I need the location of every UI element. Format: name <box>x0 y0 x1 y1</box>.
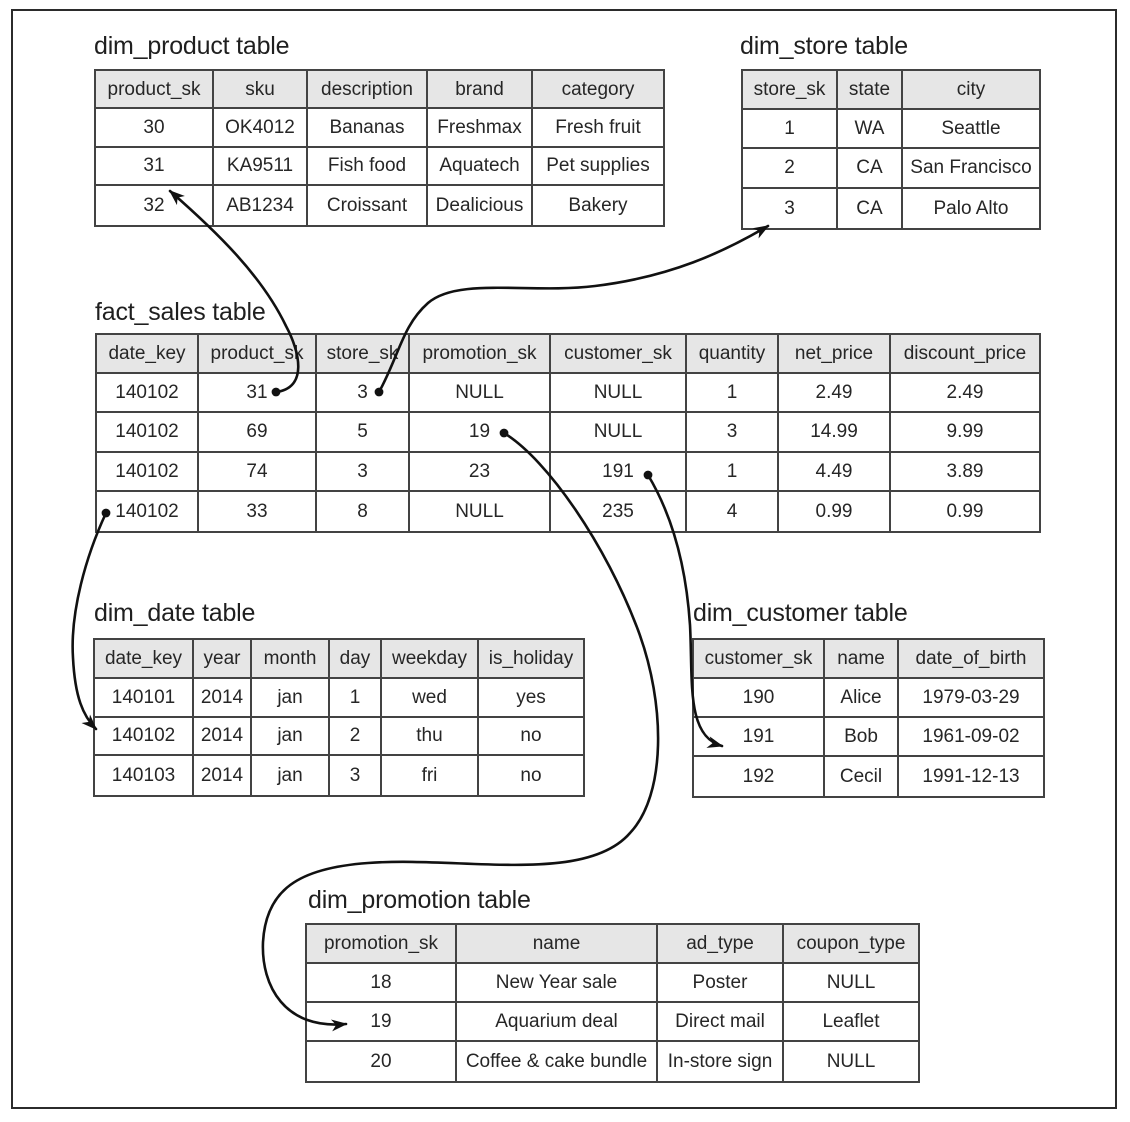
table-cell: Fish food <box>308 148 428 187</box>
table-cell: NULL <box>784 964 918 1003</box>
table-cell: 2 <box>743 149 838 188</box>
table-cell: wed <box>382 679 479 718</box>
column-header: description <box>308 71 428 109</box>
table-cell: Poster <box>658 964 784 1003</box>
column-header: promotion_sk <box>410 335 551 374</box>
column-header: date_key <box>97 335 199 374</box>
column-header: customer_sk <box>551 335 687 374</box>
table-cell: 1 <box>743 110 838 149</box>
table-cell: 140102 <box>97 374 199 413</box>
table-cell: Bob <box>825 718 899 757</box>
column-header: day <box>330 640 382 679</box>
table-cell: OK4012 <box>214 109 308 148</box>
table-cell: 192 <box>694 757 825 796</box>
column-header: month <box>252 640 330 679</box>
table-cell: 3 <box>687 413 779 452</box>
column-header: product_sk <box>96 71 214 109</box>
table-cell: Fresh fruit <box>533 109 663 148</box>
table-cell: 3.89 <box>891 453 1039 492</box>
table-cell: no <box>520 765 542 787</box>
table-cell: 140102 <box>97 413 199 452</box>
table-cell: 8 <box>317 492 410 531</box>
column-header: net_price <box>779 335 891 374</box>
column-header: discount_price <box>891 335 1039 374</box>
column-header: product_sk <box>199 335 317 374</box>
table-cell: Palo Alto <box>933 197 1009 219</box>
column-header: name <box>825 640 899 679</box>
table-cell: 190 <box>694 679 825 718</box>
column-header: customer_sk <box>694 640 825 679</box>
table-cell: 191 <box>551 453 687 492</box>
column-header: name <box>457 925 658 964</box>
table-cell: CA <box>838 189 903 228</box>
table-cell: San Francisco <box>903 149 1039 188</box>
table-cell: 32 <box>96 186 214 225</box>
table-cell: Aquatech <box>428 148 533 187</box>
table-cell: 33 <box>199 492 317 531</box>
dim-promotion-table-title: dim_promotion table <box>308 886 531 914</box>
column-header: city <box>903 71 1039 110</box>
table-cell: jan <box>252 718 330 757</box>
table-cell: 31 <box>96 148 214 187</box>
fact-sales-table <box>95 333 1041 533</box>
table-cell: 9.99 <box>891 413 1039 452</box>
column-header: weekday <box>382 640 479 679</box>
dim-product-table <box>94 69 665 227</box>
table-cell: 1 <box>687 453 779 492</box>
dim-product-table-title: dim_product table <box>94 32 290 60</box>
column-header: category <box>533 71 663 109</box>
table-cell: jan <box>252 756 330 795</box>
table-cell: 1991-12-13 <box>922 766 1020 787</box>
table-cell: NULL <box>551 413 687 452</box>
dim-customer-table-title: dim_customer table <box>693 599 908 627</box>
table-cell: 2014 <box>194 718 252 757</box>
table-cell: Leaflet <box>784 1003 918 1042</box>
table-cell: 4.49 <box>779 453 891 492</box>
table-cell: 18 <box>307 964 457 1003</box>
column-header: date_of_birth <box>899 640 1043 679</box>
table-cell: yes <box>479 679 583 718</box>
table-cell: Bananas <box>308 109 428 148</box>
column-header: brand <box>428 71 533 109</box>
table-cell: 191 <box>694 718 825 757</box>
table-cell: 140102 <box>97 453 199 492</box>
table-cell: NULL <box>551 374 687 413</box>
table-cell: 140101 <box>95 679 194 718</box>
table-cell: 1961-09-02 <box>899 718 1043 757</box>
table-cell: 0.99 <box>946 500 984 522</box>
table-cell: NULL <box>410 492 551 531</box>
table-cell: no <box>479 718 583 757</box>
table-cell: 2.49 <box>891 374 1039 413</box>
table-cell: fri <box>382 756 479 795</box>
table-cell: 2.49 <box>779 374 891 413</box>
column-header: state <box>838 71 903 110</box>
table-cell: Croissant <box>308 186 428 225</box>
column-header: promotion_sk <box>307 925 457 964</box>
table-cell: 1979-03-29 <box>899 679 1043 718</box>
column-header: store_sk <box>317 335 410 374</box>
table-cell: NULL <box>826 1051 876 1072</box>
table-cell: 2 <box>330 718 382 757</box>
table-cell: 20 <box>307 1042 457 1081</box>
table-cell: 5 <box>317 413 410 452</box>
table-cell: Freshmax <box>428 109 533 148</box>
fact-sales-table-title: fact_sales table <box>95 298 266 326</box>
column-header: store_sk <box>743 71 838 110</box>
table-cell: 140102 <box>95 718 194 757</box>
table-cell: 23 <box>410 453 551 492</box>
table-cell: jan <box>252 679 330 718</box>
table-cell: Aquarium deal <box>457 1003 658 1042</box>
table-cell: Bakery <box>568 195 628 217</box>
table-cell: 3 <box>317 374 410 413</box>
dim-store-table-title: dim_store table <box>740 32 908 60</box>
table-cell: 0.99 <box>779 492 891 531</box>
table-cell: thu <box>382 718 479 757</box>
table-cell: Coffee & cake bundle <box>457 1042 658 1081</box>
table-cell: 235 <box>551 492 687 531</box>
table-cell: 14.99 <box>779 413 891 452</box>
table-cell: CA <box>838 149 903 188</box>
table-cell: In-store sign <box>658 1042 784 1081</box>
table-cell: 3 <box>330 756 382 795</box>
column-header: is_holiday <box>479 640 583 679</box>
table-cell: 1 <box>687 374 779 413</box>
table-cell: New Year sale <box>457 964 658 1003</box>
column-header: sku <box>214 71 308 109</box>
table-cell: 3 <box>317 453 410 492</box>
dim-date-table <box>93 638 585 797</box>
dim-date-table-title: dim_date table <box>94 599 256 627</box>
table-cell: 30 <box>96 109 214 148</box>
column-header: quantity <box>687 335 779 374</box>
table-cell: WA <box>838 110 903 149</box>
dim-store-table <box>741 69 1041 230</box>
table-cell: 74 <box>199 453 317 492</box>
table-cell: 2014 <box>194 679 252 718</box>
table-cell: Direct mail <box>658 1003 784 1042</box>
column-header: coupon_type <box>784 925 918 964</box>
table-cell: 1 <box>330 679 382 718</box>
column-header: date_key <box>95 640 194 679</box>
table-cell: 3 <box>743 189 838 228</box>
table-cell: Cecil <box>825 757 899 796</box>
table-cell: Pet supplies <box>533 148 663 187</box>
table-cell: 19 <box>307 1003 457 1042</box>
column-header: ad_type <box>658 925 784 964</box>
table-cell: 140103 <box>95 756 194 795</box>
table-cell: 2014 <box>194 756 252 795</box>
table-cell: 31 <box>199 374 317 413</box>
table-cell: Alice <box>825 679 899 718</box>
column-header: year <box>194 640 252 679</box>
dim-customer-table <box>692 638 1045 798</box>
table-cell: NULL <box>410 374 551 413</box>
table-cell: 140102 <box>97 492 199 531</box>
table-cell: 69 <box>199 413 317 452</box>
table-cell: Seattle <box>903 110 1039 149</box>
table-cell: 4 <box>687 492 779 531</box>
dim-promotion-table <box>305 923 920 1083</box>
table-cell: AB1234 <box>214 186 308 225</box>
table-cell: KA9511 <box>214 148 308 187</box>
table-cell: Dealicious <box>428 186 533 225</box>
table-cell: 19 <box>410 413 551 452</box>
